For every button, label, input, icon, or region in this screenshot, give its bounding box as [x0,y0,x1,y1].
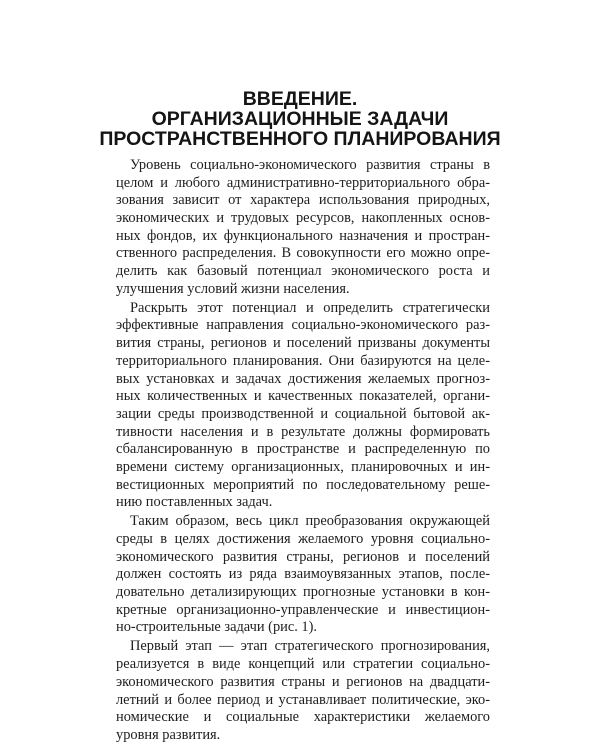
text-line: довательно детализирующих прогнозные установки в кон- [116,584,490,601]
text-line: но-строительные задачи (рис. 1). [116,619,318,636]
text-line: эффективные направления социально-экономического раз- [116,317,490,334]
text-line: времени систему организационных, планировочных и ин- [116,458,490,475]
text-line: ственного распределения. В совокупности его можно опре- [116,245,490,262]
heading-line: ПРОСТРАНСТВЕННОГО ПЛАНИРОВАНИЯ [99,128,501,150]
text-line: Раскрыть этот потенциал и определить стратегически [130,299,490,316]
text-line: вестиционных мероприятий по последовательному реше- [116,476,490,493]
text-line: зования зависит от характера использования природных, [116,192,490,209]
text-line: Первый этап — этап стратегического прогнозирования, [130,638,490,655]
text-line: сбалансированную в пространстве и распределенную по [116,441,490,458]
text-line: экономического развития страны и регионов на двадцати- [116,673,490,690]
text-line: кретные организационно-управленческие и инвестицион- [116,601,490,618]
heading-line: ОРГАНИЗАЦИОННЫЕ ЗАДАЧИ [151,108,449,130]
text-line: должен состоять из ряда взаимоувязанных этапов, после- [116,566,490,583]
paragraph [116,157,490,299]
text-line: целом и любого административно-территориального обра- [116,174,490,191]
text-line: реализуется в виде концепций или стратегии социально- [116,656,490,673]
text-line: номические и социальные характеристики желаемого [116,709,490,726]
paragraph [116,638,490,744]
text-line: ных количественных и качественных показателей, органи- [116,388,490,405]
body-text [116,157,490,746]
text-line: нию поставленных задач. [116,494,273,511]
paragraph [116,300,490,512]
text-line: летний и более период и устанавливает политические, эко- [116,691,490,708]
text-line: ных фондов, их функционального назначения и простран- [116,227,490,244]
text-line: уровня развития. [116,726,221,743]
heading-line: ВВЕДЕНИЕ. [242,88,358,110]
paragraph [116,513,490,637]
text-line: среды в целях достижения желаемого уровня социально- [116,531,490,548]
text-line: вых установках и задачах достижения желаемых прогноз- [116,370,490,387]
text-line: зации среды производственной и социальной бытовой ак- [116,405,490,422]
text-line: экономического развития страны, регионов и поселений [116,548,490,565]
text-line: улучшения условий жизни населения. [116,280,350,297]
text-line: Таким образом, весь цикл преобразования окружающей [130,513,490,530]
chapter-heading [0,89,600,149]
text-line: тивности населения и в результате должны формировать [116,423,490,440]
text-line: территориального планирования. Они базируются на целе- [116,352,490,369]
text-line: Уровень социально-экономического развития страны в [130,157,490,173]
text-line: делить как базовый потенциал экономического роста и [116,263,490,280]
text-line: вития страны, регионов и поселений призваны документы [116,335,490,352]
text-line: экономических и трудовых ресурсов, накопленных основ- [116,210,490,227]
